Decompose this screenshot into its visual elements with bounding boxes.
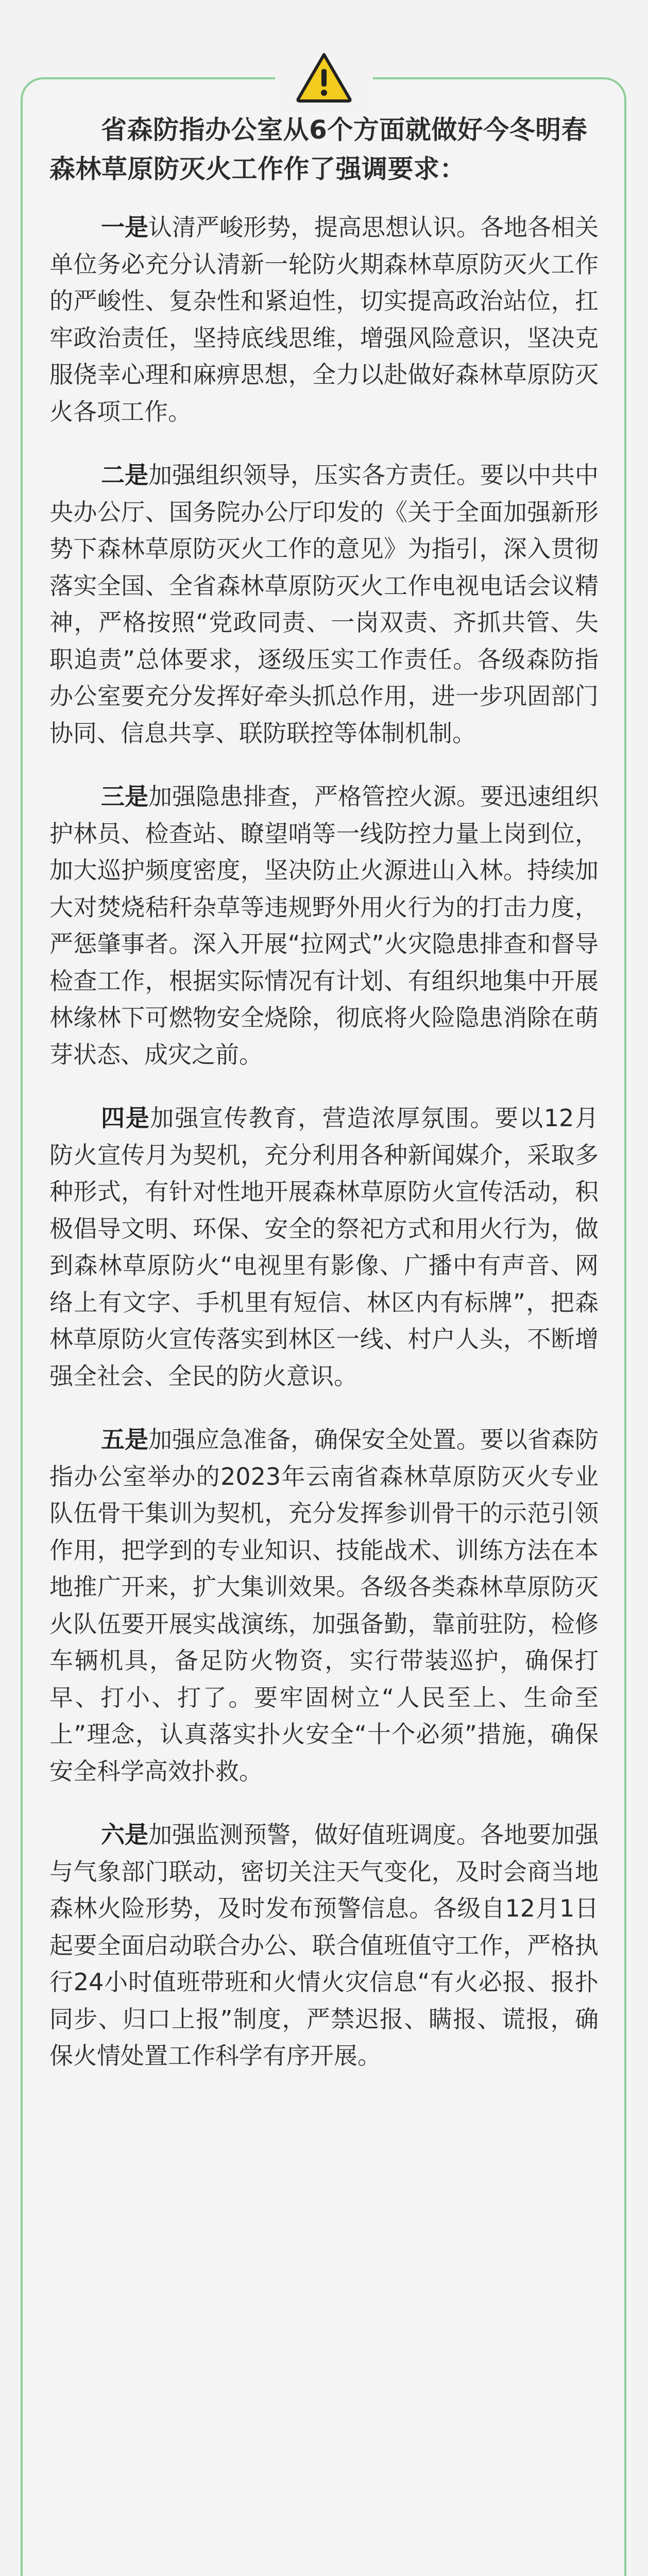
paragraph-2 — [49, 457, 599, 752]
paragraph-lead: 五是 — [101, 1426, 148, 1453]
paragraph-lead: 二是 — [101, 461, 148, 489]
paragraph-3 — [49, 778, 599, 1073]
paragraph-text: 认清严峻形势，提高思想认识。各地各相关单位务必充分认清新一轮防火期森林草原防灭火工作的严峻性、复杂性和紧迫性，切实提高政治站位，扛牢政治责任，坚持底线思维，增强风险意识，坚决克服侥幸心理和麻痹思想，全力以赴做好森林草原防灭火各项工作。 — [49, 213, 599, 426]
paragraph-text: 加强宣传教育，营造浓厚氛围。要以12月防火宣传月为契机，充分利用各种新闻媒介，采取多种形式，有针对性地开展森林草原防火宣传活动，积极倡导文明、环保、安全的祭祀方式和用火行为，做到森林草原防火“电视里有影像、广播中有声音、网络上有文字、手机里有短信、林区内有标牌”，把森林草原防火宣传落实到林区一线、村户人头，不断增强全社会、全民的防火意识。 — [49, 1104, 599, 1390]
paragraph-lead: 三是 — [101, 783, 148, 810]
warning-badge — [275, 44, 373, 110]
paragraph-lead: 一是 — [101, 213, 148, 241]
paragraph-6 — [49, 1817, 599, 2075]
paragraph-text: 加强应急准备，确保安全处置。要以省森防指办公室举办的2023年云南省森林草原防灭火专业队伍骨干集训为契机，充分发挥参训骨干的示范引领作用，把学到的专业知识、技能战术、训练方法在本地推广开来，扩大集训效果。各级各类森林草原防灭火队伍要开展实战演练，加强备勤，靠前驻防，检修车辆机具，备足防火物资，实行带装巡护，确保打早、打小、打了。要牢固树立“人民至上、生命至上”理念，认真落实扑火安全“十个必须”措施，确保安全科学高效扑救。 — [49, 1426, 599, 1785]
article-body — [49, 110, 599, 2102]
paragraph-1 — [49, 209, 599, 430]
intro-heading: 省森防指办公室从6个方面就做好今冬明春森林草原防灭火工作作了强调要求： — [49, 115, 588, 184]
paragraph-lead: 六是 — [101, 1821, 148, 1849]
paragraph-4 — [49, 1100, 599, 1395]
paragraph-text: 加强监测预警，做好值班调度。各地要加强与气象部门联动，密切关注天气变化，及时会商当地森林火险形势，及时发布预警信息。各级自12月1日起要全面启动联合办公、联合值班值守工作，严格执行24小时值班带班和火情火灾信息“有火必报、报扑同步、归口上报”制度，严禁迟报、瞒报、谎报，确保火情处置工作科学有序开展。 — [49, 1821, 599, 2070]
paragraph-text: 加强隐患排查，严格管控火源。要迅速组织护林员、检查站、瞭望哨等一线防控力量上岗到位，加大巡护频度密度，坚决防止火源进山入林。持续加大对焚烧秸秆杂草等违规野外用火行为的打击力度，严惩肇事者。深入开展“拉网式”火灾隐患排查和督导检查工作，根据实际情况有计划、有组织地集中开展林缘林下可燃物安全烧除，彻底将火险隐患消除在萌芽状态、成灾之前。 — [49, 783, 599, 1069]
paragraph-5 — [49, 1421, 599, 1790]
paragraph-lead: 四是 — [101, 1104, 150, 1132]
warning-triangle-icon — [295, 52, 353, 103]
paragraph-text: 加强组织领导，压实各方责任。要以中共中央办公厅、国务院办公厅印发的《关于全面加强新形势下森林草原防灭火工作的意见》为指引，深入贯彻落实全国、全省森林草原防灭火工作电视电话会议精神，严格按照“党政同责、一岗双责、齐抓共管、失职追责”总体要求，逐级压实工作责任。各级森防指办公室要充分发挥好牵头抓总作用，进一步巩固部门协同、信息共享、联防联控等体制机制。 — [49, 461, 599, 747]
